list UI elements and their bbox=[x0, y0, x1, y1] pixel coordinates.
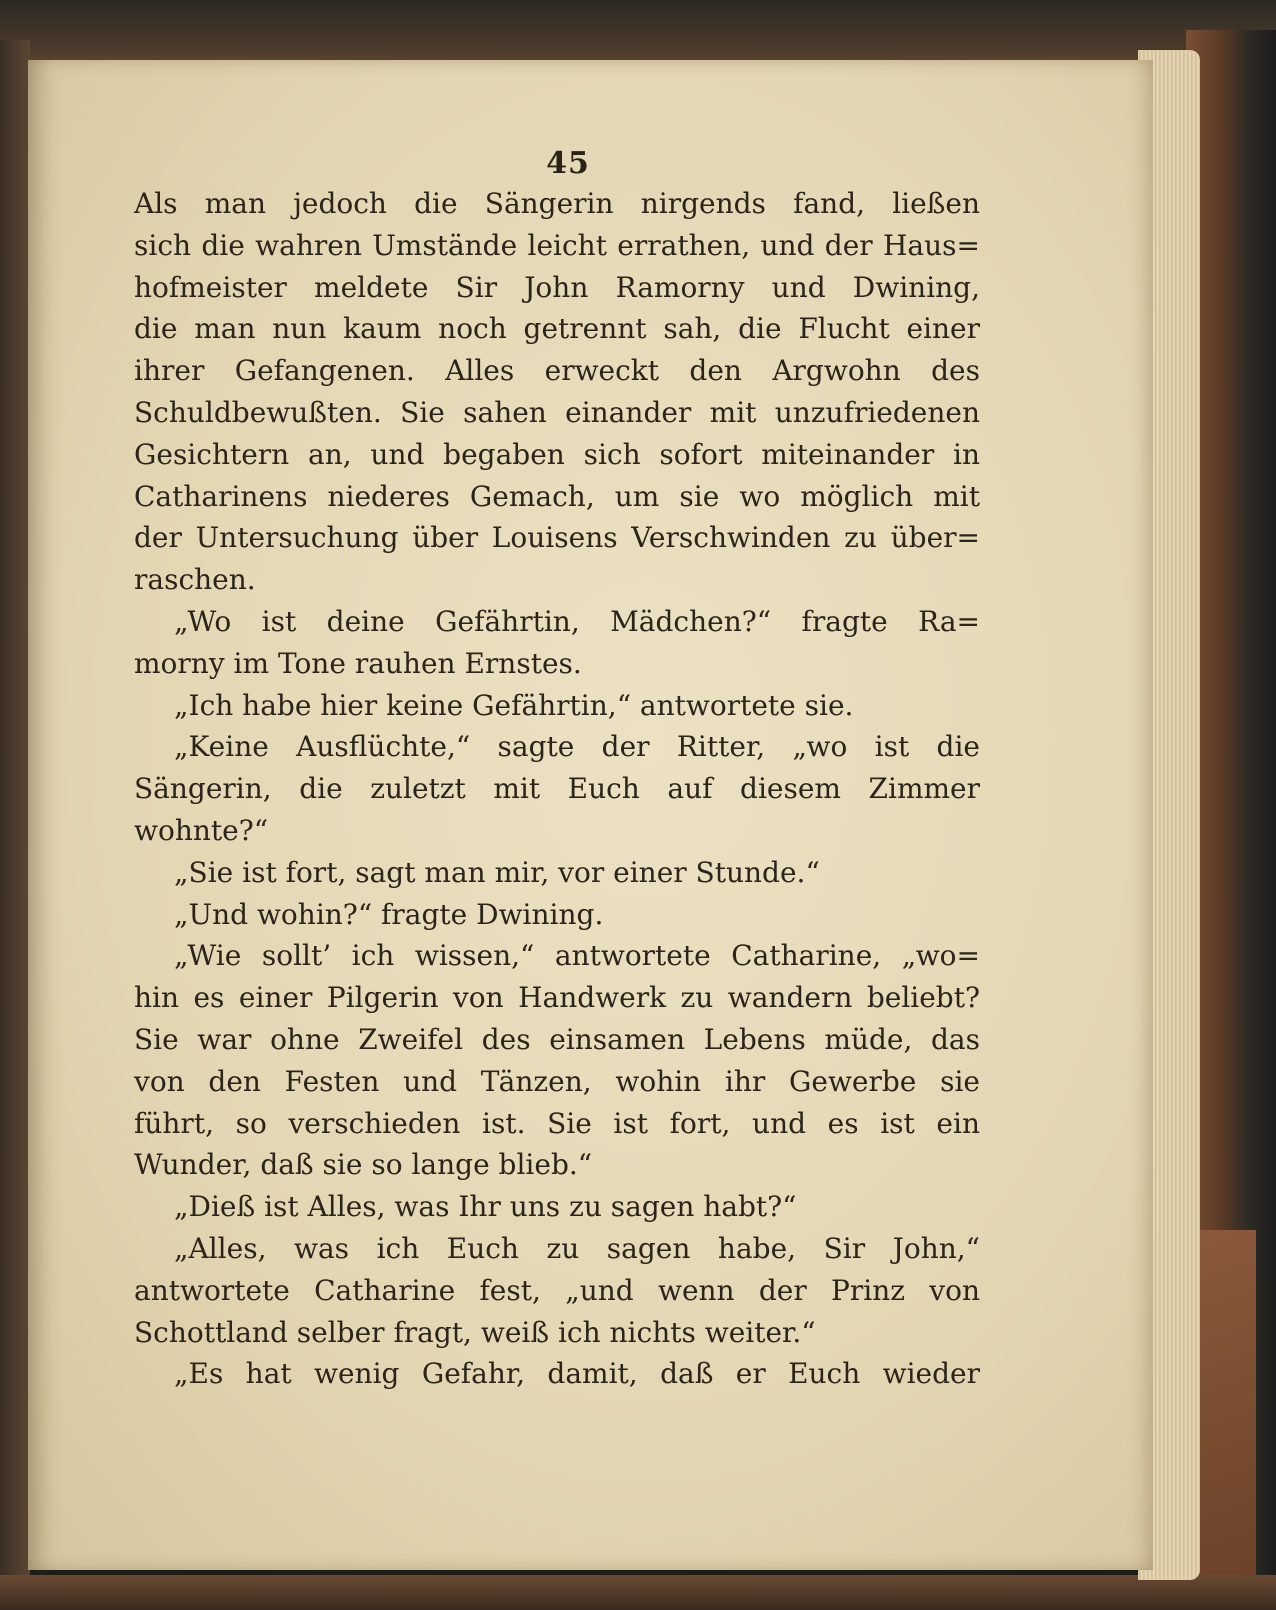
text-line: „Ich habe hier keine Gefährtin,“ antwortete sie. bbox=[174, 688, 854, 722]
book-page bbox=[28, 60, 1153, 1570]
text-line: Gesichtern an, und begaben sich sofort miteinander in bbox=[134, 437, 980, 471]
text-line: „Wo ist deine Gefährtin, Mädchen?“ fragte Ra= bbox=[174, 604, 980, 638]
book-cover-bottom bbox=[0, 1575, 1276, 1610]
text-line: hofmeister meldete Sir John Ramorny und Dwining, bbox=[134, 270, 980, 304]
text-line: von den Festen und Tänzen, wohin ihr Gewerbe sie bbox=[134, 1064, 980, 1098]
text-line: hin es einer Pilgerin von Handwerk zu wandern beliebt? bbox=[134, 981, 980, 1015]
text-line: Sängerin, die zuletzt mit Euch auf diesem Zimmer bbox=[134, 772, 980, 806]
text-line: morny im Tone rauhen Ernstes. bbox=[134, 646, 582, 680]
text-line: „Keine Ausflüchte,“ sagte der Ritter, „wo ist die bbox=[174, 730, 980, 764]
text-line: Als man jedoch die Sängerin nirgends fand, ließen bbox=[134, 187, 980, 220]
text-line: ihrer Gefangenen. Alles erweckt den Argwohn des bbox=[134, 354, 980, 388]
text-line: „Es hat wenig Gefahr, damit, daß er Euch wieder bbox=[174, 1357, 980, 1391]
book-spine-left bbox=[0, 40, 30, 1610]
text-line: „Und wohin?“ fragte Dwining. bbox=[174, 897, 604, 931]
text-line: Wunder, daß sie so lange blieb.“ bbox=[134, 1148, 593, 1182]
text-line: raschen. bbox=[134, 563, 256, 597]
text-line: antwortete Catharine fest, „und wenn der Prinz von bbox=[134, 1273, 980, 1307]
text-line: Schuldbewußten. Sie sahen einander mit unzufriedenen bbox=[134, 395, 980, 429]
text-line: führt, so verschieden ist. Sie ist fort, und es ist ein bbox=[134, 1106, 980, 1140]
text-line: der Untersuchung über Louisens Verschwinden zu über= bbox=[134, 521, 980, 555]
text-line: wohnte?“ bbox=[134, 813, 269, 847]
text-line: „Dieß ist Alles, was Ihr uns zu sagen habt?“ bbox=[174, 1190, 797, 1224]
text-line: Catharinens niederes Gemach, um sie wo möglich mit bbox=[134, 479, 980, 513]
text-line: die man nun kaum noch getrennt sah, die Flucht einer bbox=[134, 312, 980, 346]
body-text bbox=[134, 183, 980, 1395]
text-line: Sie war ohne Zweifel des einsamen Lebens müde, das bbox=[134, 1022, 980, 1056]
page-number: 45 bbox=[546, 146, 590, 181]
text-line: „Sie ist fort, sagt man mir, vor einer Stunde.“ bbox=[174, 855, 820, 889]
text-line: Schottland selber fragt, weiß ich nichts weiter.“ bbox=[134, 1315, 816, 1349]
text-line: „Wie sollt’ ich wissen,“ antwortete Catharine, „wo= bbox=[174, 939, 980, 973]
text-line: „Alles, was ich Euch zu sagen habe, Sir John,“ bbox=[174, 1231, 980, 1265]
text-line: sich die wahren Umstände leicht errathen, und der Haus= bbox=[134, 228, 980, 262]
